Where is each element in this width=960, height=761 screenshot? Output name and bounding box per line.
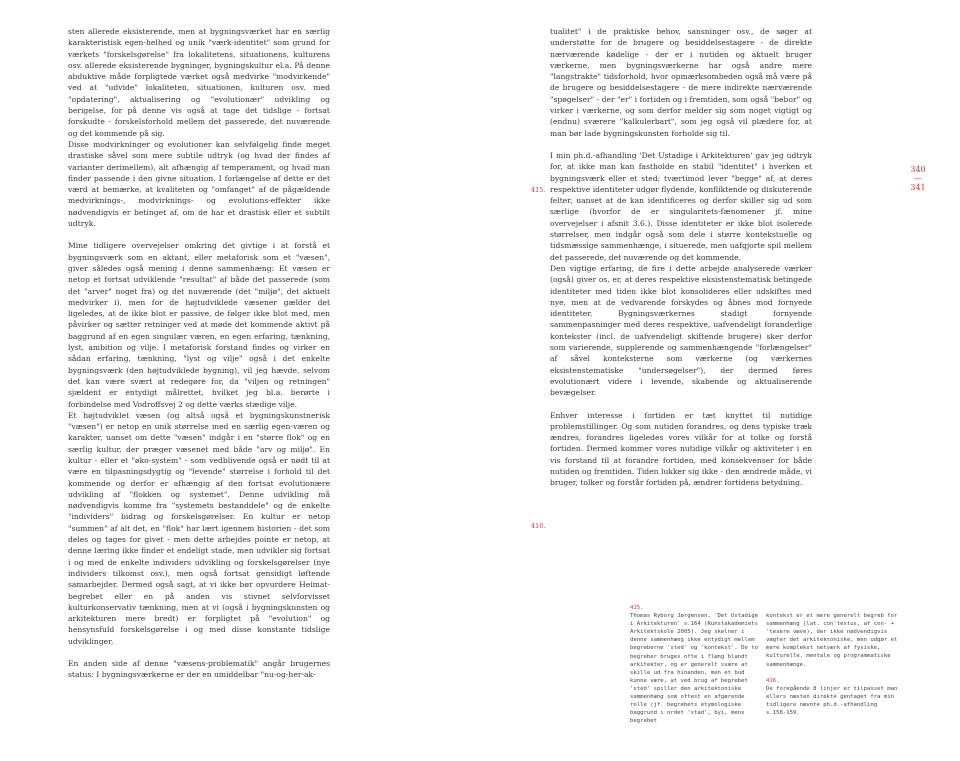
paragraph: tualitet" i de praktiske behov, sansninger osv., de søger at understøtte for de brugere og besiddelsestagere - de direkte nærværende kødelige - der er i nutiden og aktuelt bruger værkerne, men bygningsværkerne har også andre mere "langstrakte" tidsforhold, hvor opmærksomheden også må være på de brugere og besiddelsestagere - de mere indirekte nærværende "spøgelser" - der "er" i fortiden og i fremtiden, som også "bebor" og virker i værkerne, og som derfor melder sig som noget vigtigt og (endnu) sværere "kalkulerbart", som jeg også vil plædere for, at man bør lade bygningskunsten forholde sig til. xyxy=(550,27,812,138)
page-number-left: 340 xyxy=(910,165,926,174)
footnote-text: De foregående 8 linjer er tilpasset man ellers næsten direkte gentaget fra min tidligere nævnte ph.d.-afhandling s.158-159. xyxy=(766,685,898,717)
right-page-column xyxy=(550,26,812,489)
footnote-number: 416. xyxy=(766,677,780,684)
paragraph: Mine tidligere overvejelser omkring det givtige i at forstå et bygningsværk som en aktant, eller metaforisk som et "væsen", giver således også mening i denne sammenhæng: Et væsen er netop et fortsat udviklende "resultat" af både det passerede (som det "arver" noget fra) og det nuværende (det "miljø", det aktuelt medvirker i), men for de højtudviklede væsener gælder det ligeledes, at de ikke blot er passive, de følger ikke blot med, men påvirker og sætter retninger ved at møde det kommende aktivt på baggrund af en egen singulær væren, en egen erfaring, tænkning, lyst, ambition og vilje. I metaforisk forstand findes og virker en sådan erfaring, tænkning, "lyst og vilje" også i det enkelte bygningsværk (den højtudviklede bygning), vil jeg hævde, selvom det kan være svært at redegøre for, da "viljen og retningen" sjældent er entydigt målrettet, hvilket jeg bl.a. berørte i forbindelse med Vodroffsvej 2 og dette værks stædige vilje. xyxy=(68,241,330,409)
footnote-column-1 xyxy=(630,604,762,725)
page-number-right: 341 xyxy=(910,183,926,192)
page-number-dash: — xyxy=(914,174,922,183)
paragraph: En anden side af denne "væsens-problematik" angår brugernes status: I bygningsværkerne er der en umiddelbar "nu-og-her-ak- xyxy=(68,659,330,680)
page-numbers xyxy=(905,165,931,192)
footnote-text: kontekst er et mere generelt begreb for sammenhæng (lat. con'textus, af con- + 'texere væve), der ikke nødvendigvis vægter det arkitektoniske, men udgør et mere komplekst netværk af fysiske, kulturelle, mentale og programmatiske sammenhænge. xyxy=(766,613,898,668)
paragraph: Enhver interesse i fortiden er tæt knyttet til nutidige problemstillinger. Og som nutiden forandres, og dens typiske træk ændres, forandres ligeledes vores vilkår for at tolke og forstå fortiden. Dermed kommer vores nutidige vilkår og aktiviteter i en vis forstand til at forandre fortiden, med konsekvenser for både nutiden og fremtiden. Tiden lukker sig ikke - den ændrede måde, vi bruger, tolker og forstår fortiden på, ændrer fortidens betydning. xyxy=(550,410,812,488)
left-page-column xyxy=(68,26,330,681)
paragraph: Den vigtige erfaring, de fire i dette arbejde analyserede værker (også) giver os, er, at deres respektive eksistenstematisk betingede identiteter med tiden ikke blot konsolideres eller udskiftes med nye, men at de vedvarende forskydes og åbnes mod fornyede identiteter. Bygningsværkernes stadigt fornyende sammenpasninger med deres respektive, uafvendeligt foranderlige kontekster (incl. de uafvendeligt skiftende brugere) sker derfor som varierende, supplerende og sammenhængende "forlængelser" af såvel konteksterne som værkerne (og værkernes eksistenstematiske "undersøgelser"), der dermed føres evolutionært videre i levende, skabende og aktualiserende bevægelser. xyxy=(550,263,812,398)
footnote-marker-416: 416. xyxy=(531,522,546,530)
footnote-marker-415: 415. xyxy=(531,186,546,194)
paragraph: I min ph.d.-afhandling 'Det Ustadige i Arkitekturen' gav jeg udtryk for, at ikke man kan fastholde en stabil "identitet" i hverken et bygningsværk eller et sted; tværtimod lever "begge" af, at deres respektive identiteter udgør flydende, konfliktende og diskuterende felter, uanset at de kan identificeres og derfor skiller sig ud som særlige (hvorfor de er singularitets-fænomener jf. mine overvejelser i afsnit 3.6.). Disse identiteter er ikke blot isolerede størrelser, men indgår også som dele i større kontekstuelle og tidsmæssige sammenhænge, i situerede, men uafgjorte spil mellem det passerede, det nuværende og det kommende. xyxy=(550,150,812,262)
footnote-text: Thomas Ryborg Jørgensen, 'Det Ustadige i Arkitekturen' s.164 (Kunstakademiets Arkitektskole 2005). Jeg skelner i denne sammenhæng ikke entydigt mellem begreberne 'sted' og 'kontekst'. De to begreber bruges ofte i flæng blandt arkitekter, og er generelt svære at skille ud fra hinanden, men et bud kunne være, at ved brug af begrebet 'sted' spiller den arkitektoniske sammenhæng som oftest en afgørende rolle (jf. begrebets etymologiske baggrund i ordet 'stad', byi, mens begrebet xyxy=(630,613,758,725)
footnote-number: 415. xyxy=(630,605,644,611)
paragraph: sten allerede eksisterende, men at bygningsværket har en særlig karakteristisk egen-helhed og unik "værk-identitet" som grund for værkets "forskelsgørelse" fra lokalitetens, situationens, kulturens osv. allerede eksisterende bygninger, bygningskultur el.a. På denne abduktive måde forpligtede værket også medvirke "modvirkende" ved at "udvide" lokaliteten, situationen, kulturen osv. med "opdatering", aktualisering og "evolutionær" udvikling og berigelse, for på denne vis også at tage det tidslige - fortsat forskudte - forskelsforhold mellem det passerede, det nuværende og det kommende på sig. xyxy=(68,27,330,138)
footnote-column-2 xyxy=(766,612,900,717)
paragraph: Et højtudviklet væsen (og altså også et bygningskunstnerisk "væsen") er netop en unik størrelse med en særlig egen-væren og karakter, uanset om dette "væsen" indgår i en "større flok" og en særlig kultur, der præger væsenet med både "arv og miljø". En kultur - eller et "øko-system" - som vedblivende også er nødt til at være en tilpasningsdygtig og "levende" størrelse i forhold til det kommende og derfor er afhængig af den fortsat evolutionære udvikling af "flokken og systemet". Denne udvikling må nødvendigvis komme fra "systemets bestanddele" og de enkelte "individers" bidrag og forskelsgørelser. En kultur er netop "summen" af alt det, en "flok" har lært igennem historien - det som deles og tages for givet - men dette arbejdes pointe er netop, at denne læring ikke finder et endeligt stade, men udvikler sig fortsat i og med de enkelte individers udvikling og forskelsgørelser (nye individers tilkomst osv.), men også fortsat gensidigt løftende samarbejder. Dermed også sagt, at vi ikke bør opvurdere Heimat-begrebet eller en på anden vis stivnet selvforvisset kulturkonservativ tænkning, men at vi (også i bygningskunsten og arkitekturen mere bredt) er forpligtet på "evolution" og hensynsfuld forskelsgørelse i og med disse konstante tidslige udviklinger. xyxy=(68,410,330,646)
paragraph: Disse modvirkninger og evolutioner kan selvfølgelig finde meget drastiske såvel som mere subtile udtryk (og hvad der findes af varianter derimellem), alt afhængig af temperament, og hvad man finder passende i den givne situation. I forlængelse af dette er det værd at bemærke, at kvaliteten og "omfanget" af de pågældende medvirknings-, modvirknings- og evolutions-effekter ikke nødvendigvis er betinget af, om de har et drastisk eller et subtilt udtryk. xyxy=(68,139,330,229)
